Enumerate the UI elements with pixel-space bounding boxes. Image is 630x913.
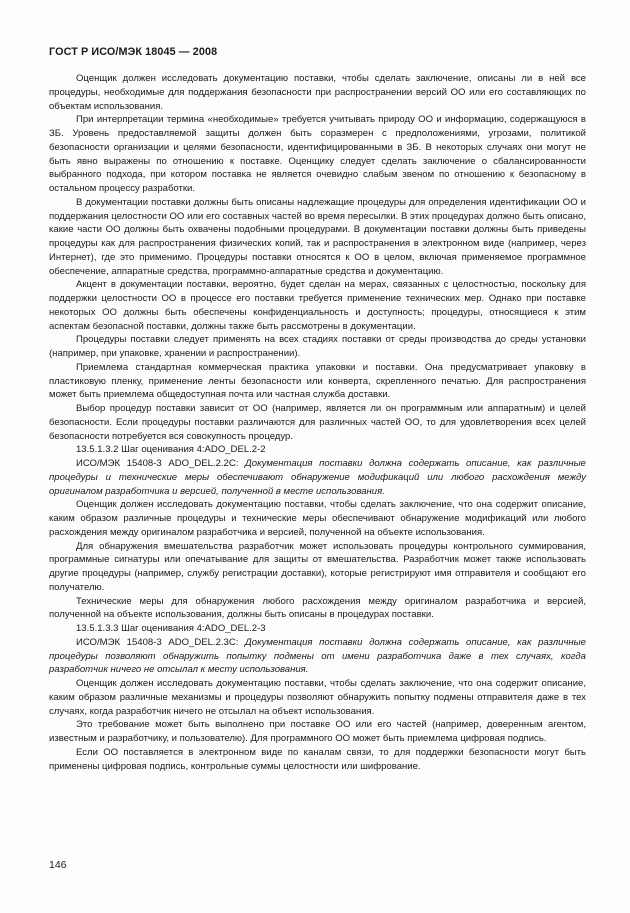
- document-body: [49, 68, 586, 773]
- paragraph: Технические меры для обнаружения любого расхождения между оригиналом разработчика и версией, полученной на объекте использования, должны быть описаны в процедурах поставки.: [49, 595, 586, 621]
- requirement-text: Документация поставки должна содержать описание, как различные процедуры и технические меры обеспечивают обнаружение модификаций или любого расхождения между оригиналом разработчика и версией, полученной в месте использования.: [49, 458, 586, 497]
- paragraph: Это требование может быть выполнено при поставке ОО или его частей (например, доверенным агентом, известным и разработчику, и пользователю). Для программного ОО может быть приемлема цифровая подпись.: [49, 719, 586, 744]
- section-heading: 13.5.1.3.3 Шаг оценивания 4:ADO_DEL.2-3: [76, 623, 266, 634]
- requirement-ref: ИСО/МЭК 15408-3 ADO_DEL.2.3С:: [76, 636, 246, 648]
- requirement-ref: ИСО/МЭК 15408-3 ADO_DEL.2.2С:: [76, 458, 246, 469]
- page-number: 146: [49, 859, 67, 871]
- paragraph: Акцент в документации поставки, вероятно, будет сделан на мерах, связанных с целостностью, поскольку для поддержки целостности ОО в процессе его поставки требуется применение технических мер. Однако при поставке некоторых ОО должны быть обеспечены конфиденциальность и доступность; процедуры, относящиеся к этим аспектам безопасной поставки, должны также быть рассмотрены в документации.: [49, 279, 586, 332]
- requirement-paragraph: [49, 636, 586, 677]
- document-header: ГОСТ Р ИСО/МЭК 18045 — 2008: [49, 46, 218, 58]
- paragraph: При интерпретации термина «необходимые» требуется учитывать природу ОО и информацию, содержащуюся в ЗБ. Уровень предоставляемой защиты должен быть соразмерен с предположениями, угрозами, политикой безопасности организации и целями безопасности, идентифицированными в ЗБ. В некоторых случаях они могут не быть явно выражены по отношению к поставке. Оценщику следует сделать заключение о сбалансированности выбранного подхода, при котором поставка не является очевидно слабым звеном по отношению к безопасному в остальном процессу разработки.: [49, 114, 586, 194]
- paragraph: Если ОО поставляется в электронном виде по каналам связи, то для поддержки безопасности могут быть применены цифровая подпись, контрольные суммы целостности или шифрование.: [49, 746, 586, 772]
- section-heading: 13.5.1.3.2 Шаг оценивания 4:ADO_DEL.2-2: [76, 444, 266, 456]
- paragraph: Оценщик должен исследовать документацию поставки, чтобы сделать заключение, что она содержит описание, каким образом различные механизмы и процедуры позволяют обнаружить попытку подмены отправителя даже в тех случаях, когда разработчик ничего не отсылал на объект использования.: [49, 678, 586, 717]
- paragraph: Оценщик должен исследовать документацию поставки, чтобы сделать заключение, что она содержит описание, каким образом различные процедуры и технические меры обеспечивают обнаружение модификаций или любого расхождения между оригиналом разработчика и версией, полученной на объекте использования.: [49, 499, 586, 538]
- paragraph: Оценщик должен исследовать документацию поставки, чтобы сделать заключение, описаны ли в ней все процедуры, необходимые для поддержания безопасности при распространении версий ОО или его составляющих по объектам использования.: [49, 73, 586, 112]
- paragraph: Приемлема стандартная коммерческая практика упаковки и поставки. Она предусматривает упаковку в пластиковую пленку, применение ленты безопасности или конверта, скрепленного печатью. Для распространения может быть приемлема общедоступная почта или частная служба доставки.: [49, 361, 586, 401]
- requirement-paragraph: [49, 457, 586, 498]
- paragraph: В документации поставки должны быть описаны надлежащие процедуры для определения идентификации ОО и поддержания целостности ОО или его составных частей во время пересылки. В этих процедурах должно быть описано, какие части ОО должны быть охвачены подобными процедурами. В документации поставки должны быть приведены процедуры как для распространения физических копий, так и распространения в электронном виде (например, через Интернет), где это применимо. Процедуры поставки относятся к ОО в целом, включая применяемое программное обеспечение, аппаратные средства, программно-аппаратные средства и документацию.: [49, 196, 586, 277]
- paragraph: Процедуры поставки следует применять на всех стадиях поставки от среды производства до среды установки (например, при упаковке, хранении и распространении).: [49, 334, 586, 359]
- paragraph: Для обнаружения вмешательства разработчик может использовать процедуры контрольного суммирования, программные сигнатуры или опечатывание для защиты от вмешательства. Разработчик может также использовать другие процедуры (например, службу регистрации доставки), которые регистрируют имя отправителя и сообщают его получателю.: [49, 540, 586, 593]
- requirement-text: Документация поставки должна содержать описание, как различные процедуры позволяют обнаружить попытку подмены от имени разработчика даже в тех случаях, когда разработчик ничего не отсылал к месту использования.: [49, 636, 586, 676]
- paragraph: Выбор процедур поставки зависит от ОО (например, является ли он программным или аппаратным) и целей безопасности. Если процедуры поставки различаются для различных частей ОО, то для удовлетворения всех целей безопасности потребуется вся совокупность процедур.: [49, 403, 586, 442]
